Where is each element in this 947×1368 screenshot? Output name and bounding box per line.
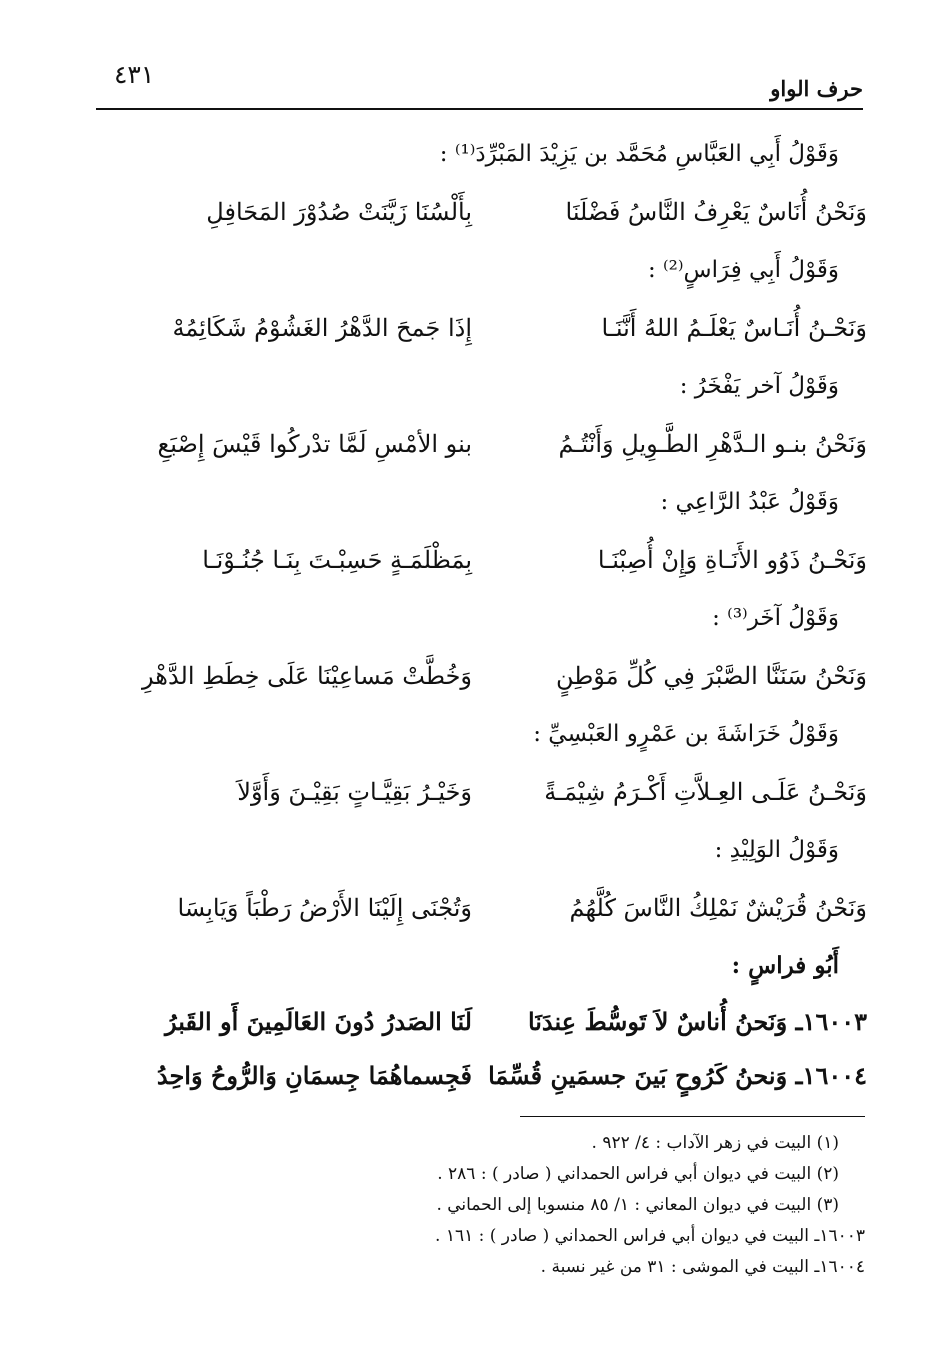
- verse-first-hemistich: ١٦٠٠٤ـ وَنحنُ كَرُوحٍ بَينَ جسمَينِ قُسِّمَا: [488, 1060, 867, 1090]
- footnote: ١٦٠٠٤ـ البيت في الموشى : ٣١ من غير نسبة .: [540, 1257, 865, 1277]
- verse-first-hemistich: ١٦٠٠٣ـ وَنَحنُ أُناسٌ لاَ تَوسُّطَ عِندَنَا: [527, 1006, 867, 1036]
- header-rule: [96, 108, 863, 110]
- entry-intro: وَقَوْلُ الوَلِيْدِ :: [714, 837, 839, 863]
- verse-second-hemistich: فَجِسماهُمَا جِسمَانِ وَالرُّوحُ وَاحِدُ: [156, 1060, 472, 1090]
- page-body: [124, 126, 867, 1102]
- verse-first-hemistich: وَنَحْـنُ عَلَـى العِـلاَّتِ أَكْـرَمُ شِيْمَـةً: [544, 778, 867, 806]
- verse-first-hemistich: وَنَحْنُ أُنَاسٌ يَعْرِفُ النَّاسُ فَضْلَنَا: [565, 198, 867, 226]
- verse-second-hemistich: لَنَا الصَدرُ دُونَ العَالَمِينَ أَو القَبرُ: [165, 1006, 472, 1036]
- verse-second-hemistich: بِأَلْسُنَا زَيَّنَتْ صُدُوْرَ المَحَافِلِ: [206, 198, 472, 226]
- footnote-rule: [520, 1116, 865, 1117]
- verse-first-hemistich: وَنَحْنُ سَنَنَّا الصَّبْرَ فِي كُلِّ مَوْطِنٍ: [555, 662, 867, 690]
- footnotes: [105, 1128, 865, 1283]
- verse-second-hemistich: إِذَا جَمحَ الدَّهْرُ الغَشُوْمُ شَكَائِمُهْ: [172, 314, 472, 342]
- verse-second-hemistich: وَتُجْنَى إِلَيْنَا الأَرْضُ رَطْبَاً وَيَابِسَا: [177, 894, 472, 922]
- verse-line: [124, 762, 867, 822]
- entry-intro: وَقَوْلُ خَرَاشَةَ بن عَمْرٍو العَبْسِيِّ :: [533, 721, 839, 747]
- footnote: (٢) البيت في ديوان أبي فراس الحمداني ( صادر ) : ٢٨٦ .: [437, 1164, 839, 1184]
- entry-intro: وَقَوْلُ عَبْدُ الرَّاعِي :: [660, 489, 839, 515]
- verse-first-hemistich: وَنَحْـنُ ذَوُو الأَنَـاةِ وَإِنْ أُصِبْنَـا: [597, 546, 867, 574]
- verse-first-hemistich: وَنَحْـنُ أُنَـاسٌ يَعْلَـمُ اللهُ أَنَّنَـا: [601, 314, 867, 342]
- verse-line: [124, 298, 867, 358]
- verse-line: [124, 646, 867, 706]
- verse-first-hemistich: وَنَحْنُ قُرَيْشٌ نَمْلِكُ النَّاسَ كُلَّهُمُ: [569, 894, 867, 922]
- entry-intro: وَقَوْلُ أَبِي العَبَّاسِ مُحَمَّد بن يَزِيْدَ المَبْرِّدَ⁽¹⁾ :: [439, 141, 839, 167]
- verse-second-hemistich: بِمَظْلَمَـةٍ حَسِبْـتَ بِنَـا جُنُـوْنَـا: [202, 546, 472, 574]
- verse-line: [124, 530, 867, 590]
- page-number: ٤٣١: [114, 60, 155, 89]
- footnote: (٣) البيت في ديوان المعاني : ١/ ٨٥ منسوبا إلى الحماني .: [436, 1195, 839, 1215]
- numbered-verse: [124, 1048, 867, 1102]
- verse-line: [124, 414, 867, 474]
- footnote: ١٦٠٠٣ـ البيت في ديوان أبي فراس الحمداني ( صادر ) : ١٦١ .: [435, 1226, 865, 1246]
- footnote: (١) البيت في زهر الآداب : ٤/ ٩٢٢ .: [591, 1133, 839, 1153]
- entry-intro: وَقَوْلُ أَبِي فِرَاسٍ⁽²⁾ :: [647, 257, 839, 283]
- verse-line: [124, 878, 867, 938]
- verse-first-hemistich: وَنَحْنُ بنـو الـدَّهْرِ الطَّـوِيلِ وَأَنْتُـمُ: [558, 430, 867, 458]
- verse-line: [124, 182, 867, 242]
- numbered-verse: [124, 994, 867, 1048]
- verse-second-hemistich: وَخَيْـرُ بَقِيَّـاتٍ بَقِيْـنَ وَأَوَّلاَ: [237, 778, 472, 806]
- verse-second-hemistich: بنو الأمْسِ لَمَّا تدْركُوا قَيْسَ إِصْبَعِ: [157, 430, 472, 458]
- entry-intro: وَقَوْلُ آخَر⁽³⁾ :: [712, 605, 839, 631]
- section-title: حرف الواو: [770, 76, 863, 101]
- poet-heading: أَبُو فراسٍ :: [731, 952, 839, 979]
- entry-intro: وَقَوْلُ آخر يَفْخَرُ :: [679, 373, 839, 399]
- page-header: [96, 58, 863, 106]
- verse-second-hemistich: وَخُطَّتْ مَساعِيْنَا عَلَى خِطَطِ الدَّهْرِ: [142, 662, 472, 690]
